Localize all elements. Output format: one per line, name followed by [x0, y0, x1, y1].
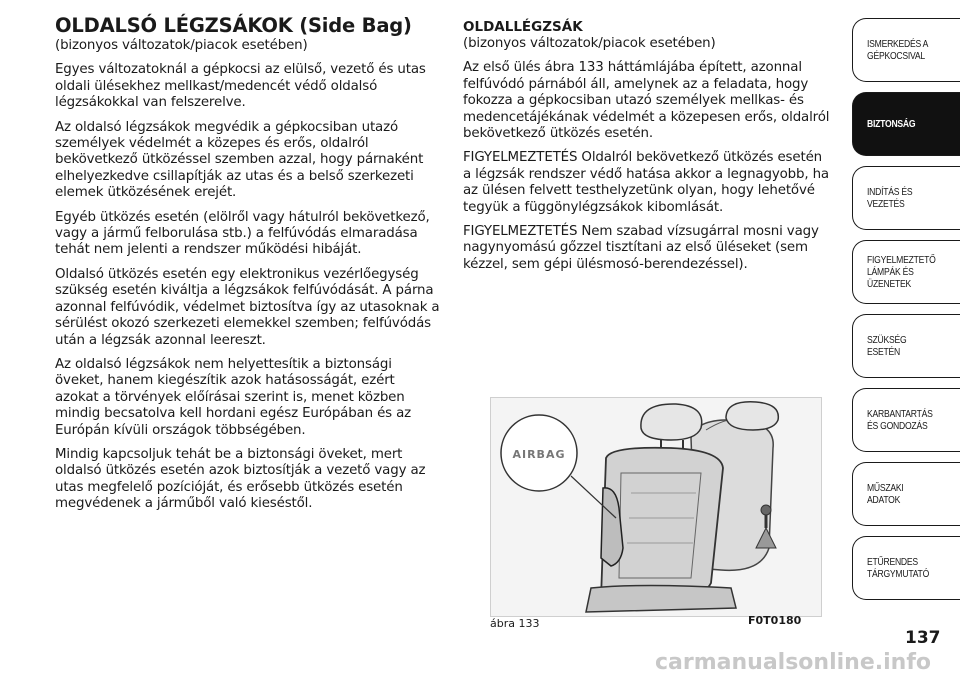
figure-caption: ábra 133	[490, 617, 540, 630]
subsection-subtitle: (bizonyos változatok/piacok esetében)	[463, 36, 716, 51]
tab-ismerkedes[interactable]	[852, 18, 960, 82]
airbag-badge: AIRBAG	[512, 448, 566, 461]
page-number: 137	[905, 628, 941, 648]
tab-label: BIZTONSÁG	[867, 118, 916, 130]
warning-paragraph: FIGYELMEZTETÉS Nem szabad vízsugárral mosni vagy nagynyomású gőzzel tisztítani az első üléseket (sem kézzel, sem gépi ülésmosó-berendezéssel).	[463, 224, 819, 272]
section-subtitle: (bizonyos változatok/piacok esetében)	[55, 38, 308, 53]
tab-label: FIGYELMEZTETŐ LÁMPÁK ÉS ÜZENETEK	[867, 254, 936, 290]
tab-label: ETŰRENDES TÁRGYMUTATÓ	[867, 556, 930, 580]
tab-targymutato[interactable]	[852, 536, 960, 600]
tab-karbantartas[interactable]	[852, 388, 960, 452]
tab-figyelmezteto[interactable]	[852, 240, 960, 304]
tab-muszaki[interactable]	[852, 462, 960, 526]
subsection-title: OLDALLÉGZSÁK	[463, 19, 583, 35]
right-column	[463, 14, 833, 281]
paragraph: Egyes változatoknál a gépkocsi az elülső, vezető és utas oldali ülésekhez mellkast/medencét védő oldalsó légzsákokkal van felszerelve.	[55, 62, 426, 111]
tab-label: SZÜKSÉG ESETÉN	[867, 334, 907, 358]
warning-paragraph: FIGYELMEZTETÉS Oldalról bekövetkező ütközés esetén a légzsák rendszer védő hatása akkor a legnagyobb, ha az ülésen felvett testhelyzetünk olyan, hogy lehetővé tegyük a függönylégzsákok kibomlását.	[463, 150, 829, 215]
tab-biztonsag[interactable]	[852, 92, 960, 156]
tab-label: INDÍTÁS ÉS VEZETÉS	[867, 186, 913, 210]
tab-label: KARBANTARTÁS ÉS GONDOZÁS	[867, 408, 933, 432]
seat-airbag-figure	[490, 397, 822, 617]
figure-code: F0T0180	[748, 614, 802, 627]
paragraph: Oldalsó ütközés esetén egy elektronikus vezérlőegység szükség esetén kiváltja a légzsákok felfúvódását. A párna azonnal felfúvódik, védelmet biztosítva így az utasoknak a sérülést okozó szerkezeti elemekkel szemben; felfúvódás után a légzsák azonnal leereszt.	[55, 266, 440, 348]
watermark: carmanualsonline.info	[655, 650, 931, 675]
paragraph: Az oldalsó légzsákok nem helyettesítik a biztonsági öveket, hanem kiegészítik azok hatásosságát, ezért azokat a törvények előírásai szerint is, menet közben mindig becsatolva kell hordani egész Európában és az Európán kívüli országok többségében.	[55, 356, 412, 438]
tab-szukseg[interactable]	[852, 314, 960, 378]
paragraph: Az első ülés ábra 133 háttámlájába épített, azonnal felfúvódó párnából áll, amelynek az a feladata, hogy fokozza a gépkocsiban utazó személyek mellkas- és medencetájékának védelmét a közepesen erős, oldalról bekövetkező ütközés esetén.	[463, 60, 830, 142]
tab-label: MŰSZAKI ADATOK	[867, 482, 904, 506]
section-title: OLDALSÓ LÉGZSÁKOK (Side Bag)	[55, 14, 412, 37]
chapter-tabs	[852, 18, 960, 610]
paragraph: Mindig kapcsoljuk tehát be a biztonsági öveket, mert oldalsó ütközés esetén azok biztosítják a vezető vagy az utas megfelelő pozícióját, és erősebb ütközés esetén megvédenek a járműből való kieséstől.	[55, 446, 426, 512]
left-column	[55, 14, 440, 521]
tab-inditas[interactable]	[852, 166, 960, 230]
car-seat-illustration	[491, 398, 821, 616]
paragraph: Egyéb ütközés esetén (elölről vagy hátulról bekövetkező, vagy a jármű felborulása stb.) a felfúvódás elmaradása tehát nem jelenti a rendszer működési hibáját.	[55, 209, 430, 258]
paragraph: Az oldalsó légzsákok megvédik a gépkocsiban utazó személyek védelmét a közepes és erős, oldalról bekövetkező ütközéssel szemben azzal, hogy párnaként elhelyezkedve csillapítják az utas és a belső szerkezeti elemek ütközésének erejét.	[55, 119, 424, 201]
tab-label: ISMERKEDÉS A GÉPKOCSIVAL	[867, 38, 928, 62]
